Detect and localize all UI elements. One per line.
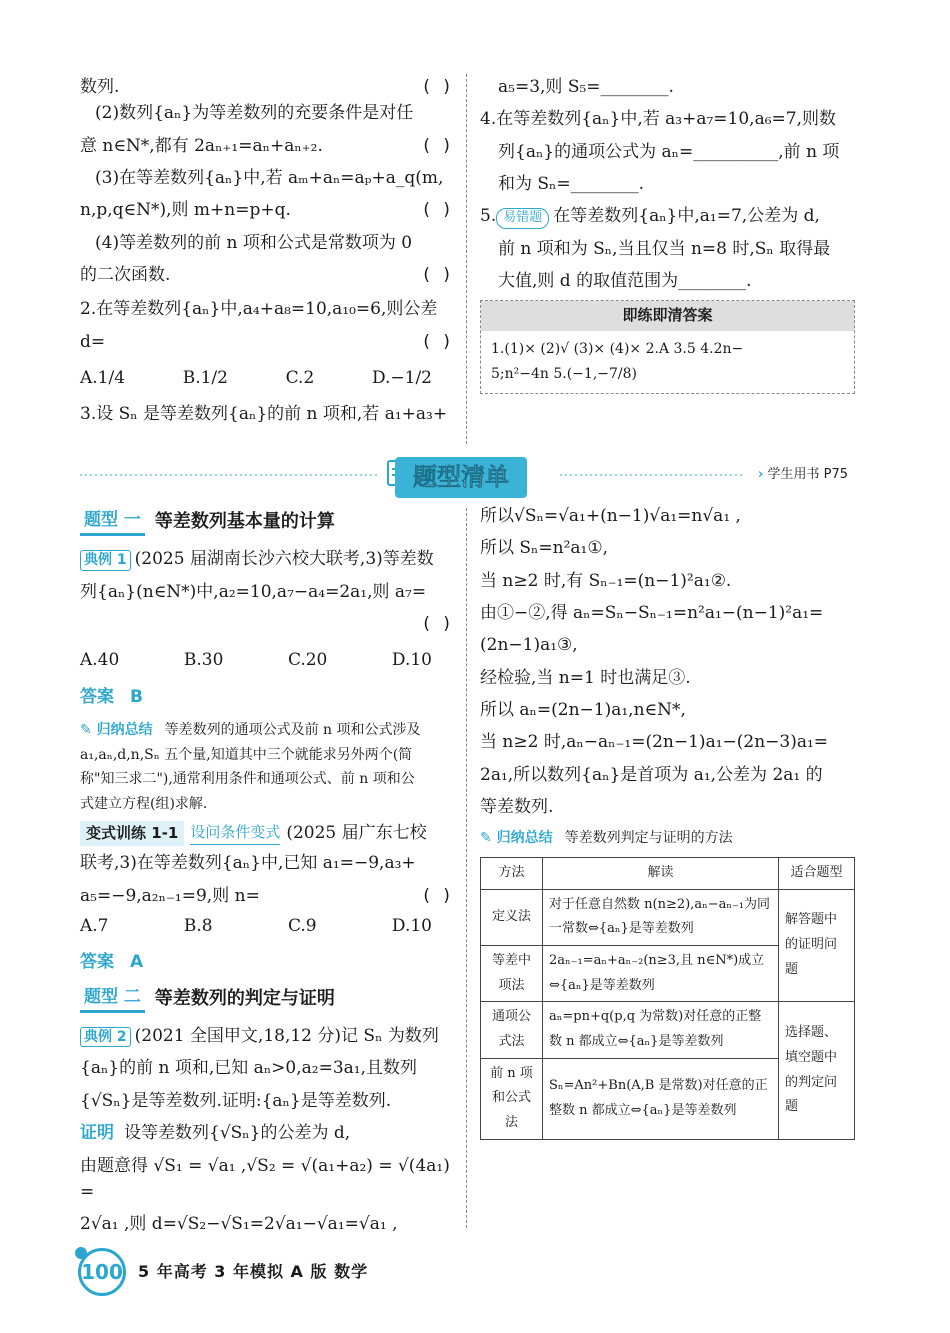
q5-line3: 大值,则 d 的取值范围为________.: [498, 271, 752, 292]
bottom-left-column: [80, 503, 452, 1244]
ex1-option-b: B.30: [183, 650, 224, 671]
summary1: ✎ 归纳总结 等差数列的通项公式及前 n 项和公式涉及 a₁,aₙ,d,n,Sₙ 五个量,知道其中三个就能求另外两个(简 称"知三求二"),通常利用条件和通项公式、前 n 项和公 式建立方程(组)求解.: [80, 722, 421, 812]
summary-head: ✎ 归纳总结: [80, 722, 153, 739]
proof-cont-7b: 2a₁,所以数列{aₙ}是首项为 a₁,公差为 2a₁ 的: [480, 764, 823, 785]
q1-3-line1: (3)在等差数列{aₙ}中,若 aₘ+aₙ=aₚ+a_q(m,: [95, 168, 444, 189]
q5-text: 在等差数列{aₙ}中,a₁=7,公差为 d,: [553, 206, 820, 227]
bottom-right-column: [480, 503, 855, 1140]
q2-line2: d=: [80, 331, 106, 352]
q1-2-line1: (2)数列{aₙ}为等差数列的充要条件是对任: [95, 103, 414, 124]
ex1-option-a: A.40: [80, 650, 120, 671]
q1-3-line2: n,p,q∈N*),则 m+n=p+q.: [80, 200, 291, 221]
q1-2-line2: 意 n∈N*,都有 2aₙ₊₁=aₙ+aₙ₊₂.: [80, 135, 323, 156]
proof-cont-4a: 由①−②,得 aₙ=Sₙ−Sₙ₋₁=n²a₁−(n−1)²a₁=: [480, 603, 824, 624]
q2-option-a: A.1/4: [80, 368, 126, 389]
column-divider-bottom: [466, 508, 467, 1228]
proof-cont-5: 经检验,当 n=1 时也满足③.: [480, 667, 691, 688]
example2-line1: 典例 2 (2021 全国甲文,18,12 分)记 Sₙ 为数列: [80, 1023, 452, 1049]
table-row: 等差中项法 2aₙ₋₁=aₙ+aₙ₋₂(n≥3,且 n∈N*)成立⇔{aₙ}是等差数列: [481, 946, 855, 1002]
proof-line3: 2√a₁ ,则 d=√S₂−√S₁=2√a₁−√a₁=√a₁ ,: [80, 1214, 398, 1235]
type2-tag: 题型 二: [80, 984, 145, 1013]
column-divider-top: [466, 74, 467, 444]
answers-title: 即练即清答案: [481, 301, 854, 330]
type1-heading: [80, 507, 452, 536]
summary2: ✎ 归纳总结 等差数列判定与证明的方法: [480, 830, 733, 847]
q5-line1: 5. 易错题 在等差数列{aₙ}中,a₁=7,公差为 d,: [480, 203, 855, 229]
proof-cont-3: 当 n≥2 时,有 Sₙ₋₁=(n−1)²a₁②.: [480, 570, 732, 591]
proof-cont-4b: (2n−1)a₁③,: [480, 635, 578, 656]
page-number: 100: [78, 1248, 126, 1296]
proof-cont-6: 所以 aₙ=(2n−1)a₁,n∈N*,: [480, 700, 686, 721]
q2-options: [80, 365, 452, 391]
answer-paren: ( ): [421, 77, 452, 97]
answer-paren: ( ): [421, 614, 452, 635]
type2-heading: [80, 984, 452, 1013]
q1-4-line1: (4)等差数列的前 n 项和公式是常数项为 0: [95, 232, 413, 253]
table-header-row: 方法 解读 适合题型: [481, 857, 855, 889]
q4-line2: 列{aₙ}的通项公式为 aₙ=__________,前 n 项: [498, 141, 840, 162]
example2-line2: {aₙ}的前 n 项和,已知 aₙ>0,a₂=3a₁,且数列: [80, 1058, 418, 1079]
proof-cont-1: 所以√Sₙ=√a₁+(n−1)√a₁=n√a₁ ,: [480, 506, 741, 526]
answer-paren: ( ): [421, 331, 452, 352]
type1-title: 等差数列基本量的计算: [154, 510, 335, 532]
example2-line3: {√Sₙ}是等差数列.证明:{aₙ}是等差数列.: [80, 1090, 392, 1111]
example2-badge: 典例 2: [80, 1027, 131, 1047]
table-row: 通项公式法 aₙ=pn+q(p,q 为常数)对任意的正整数 n 都成立⇔{aₙ}是等差数列 选择题、填空题中的判定问题: [481, 1002, 855, 1058]
q4-line3: 和为 Sₙ=________.: [498, 174, 645, 195]
ex1-option-d: D.10: [391, 650, 432, 671]
q1-tail: 数列.: [80, 77, 120, 97]
drill-tag: 变式训练 1-1: [80, 821, 184, 846]
example1-answer: 答案 B: [80, 686, 143, 707]
example1-options: [80, 647, 452, 673]
answer-paren: ( ): [421, 885, 452, 906]
example1-line1: 典例 1 (2025 届湖南长沙六校大联考,3)等差数: [80, 546, 452, 572]
student-book-ref: [758, 465, 848, 485]
answers-line1: 1.(1)× (2)√ (3)× (4)× 2.A 3.5 4.2n−: [491, 340, 744, 357]
book-title: 5 年高考 3 年模拟 A 版 数学: [138, 1261, 369, 1281]
error-prone-badge: 易错题: [496, 208, 549, 228]
q3-line1: 3.设 Sₙ 是等差数列{aₙ}的前 n 项和,若 a₁+a₃+: [80, 404, 448, 425]
drill-options: [80, 913, 452, 939]
drill-option-c: C.9: [287, 916, 317, 937]
q5-line2: 前 n 项和为 Sₙ,当且仅当 n=8 时,Sₙ 取得最: [498, 238, 831, 259]
q4-line1: 4.在等差数列{aₙ}中,若 a₃+a₇=10,a₆=7,则数: [480, 109, 836, 130]
drill-option-a: A.7: [80, 916, 109, 937]
methods-table: [480, 857, 855, 1140]
proof-label: 证明: [80, 1123, 114, 1144]
proof-cont-2: 所以 Sₙ=n²a₁①,: [480, 538, 609, 559]
proof-line1: 证明 设等差数列{√Sₙ}的公差为 d,: [80, 1123, 351, 1144]
q2-option-d: D.−1/2: [371, 368, 432, 389]
drill-option-d: D.10: [391, 916, 432, 937]
drill-heading: [80, 820, 452, 846]
answers-line2: 5;n²−4n 5.(−1,−7/8): [491, 365, 637, 382]
q2-option-c: C.2: [285, 368, 315, 389]
page-footer: [78, 1248, 368, 1296]
arrow-right-icon: ›: [758, 467, 764, 482]
q1-4-line2: 的二次函数.: [80, 265, 171, 286]
answer-paren: ( ): [421, 200, 452, 221]
drill-answer: 答案 A: [80, 952, 144, 973]
q2-line1: 2.在等差数列{aₙ}中,a₄+a₈=10,a₁₀=6,则公差: [80, 299, 438, 320]
ex1-option-c: C.20: [287, 650, 328, 671]
answers-box: [480, 300, 855, 394]
drill-source: (2025 届广东七校: [286, 823, 427, 844]
answers-body: [481, 331, 854, 393]
table-row: 定义法 对于任意自然数 n(n≥2),aₙ−aₙ₋₁为同一常数⇔{aₙ}是等差数列 解答题中的证明问题: [481, 889, 855, 945]
top-right-column: [480, 74, 855, 394]
answer-paren: ( ): [421, 265, 452, 286]
q2-option-b: B.1/2: [182, 368, 228, 389]
proof-line2: 由题意得 √S₁ = √a₁ ,√S₂ = √(a₁+a₂) = √(4a₁) =: [80, 1155, 450, 1202]
type2-title: 等差数列的判定与证明: [154, 987, 335, 1009]
drill-line3: a₅=−9,a₂ₙ₋₁=9,则 n=: [80, 885, 260, 906]
summary-head: ✎ 归纳总结: [480, 830, 553, 847]
ref-text: 学生用书 P75: [767, 467, 849, 482]
type1-tag: 题型 一: [80, 507, 145, 536]
answer-paren: ( ): [421, 135, 452, 156]
drill-subtitle: 设问条件变式: [190, 821, 280, 845]
table-row: 前 n 项和公式法 Sₙ=An²+Bn(A,B 是常数)对任意的正整数 n 都成立⇔{aₙ}是等差数列: [481, 1058, 855, 1139]
q3-tail: a₅=3,则 S₅=________.: [498, 77, 674, 97]
example1-line2: 列{aₙ}(n∈N*)中,a₂=10,a₇−a₄=2a₁,则 a₇=: [80, 581, 427, 602]
proof-cont-7a: 当 n≥2 时,aₙ−aₙ₋₁=(2n−1)a₁−(2n−3)a₁=: [480, 732, 829, 753]
section-title: 题型清单: [395, 457, 527, 498]
proof-cont-7c: 等差数列.: [480, 797, 554, 818]
example1-badge: 典例 1: [80, 550, 131, 570]
top-left-column: [80, 74, 452, 434]
drill-line2: 联考,3)在等差数列{aₙ}中,已知 a₁=−9,a₃+: [80, 853, 416, 874]
drill-option-b: B.8: [183, 916, 213, 937]
